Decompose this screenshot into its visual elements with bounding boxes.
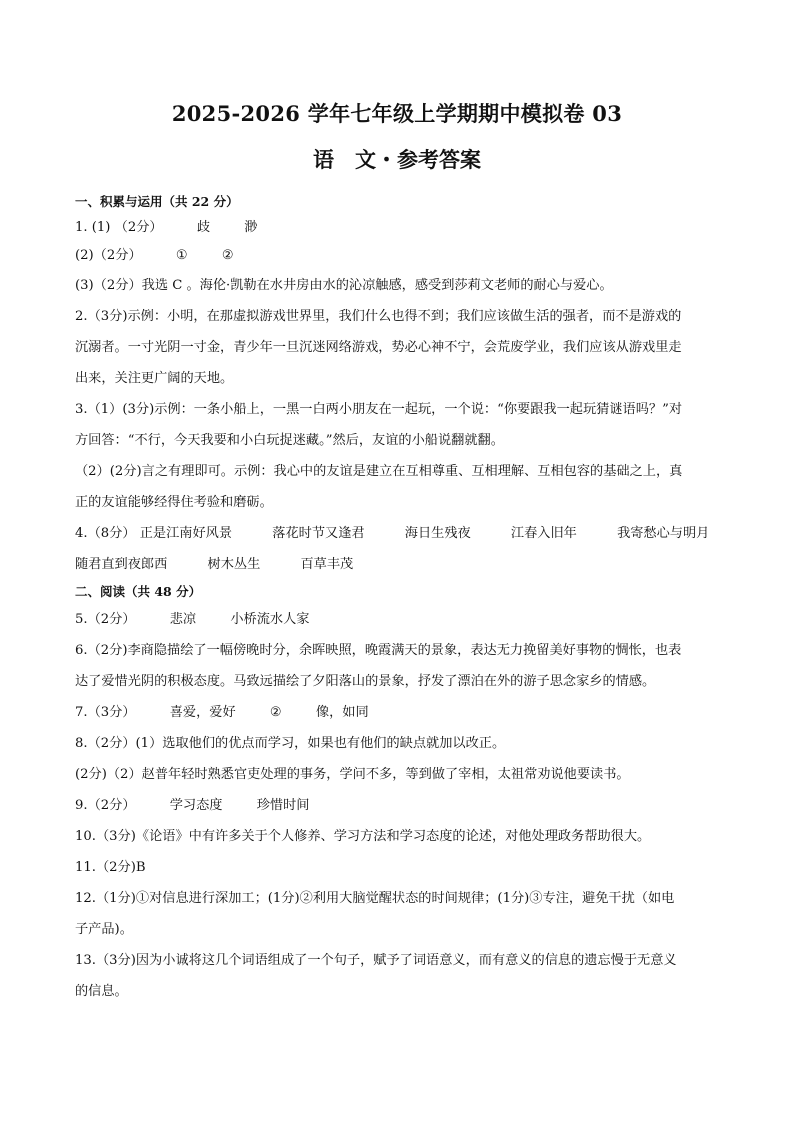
q4-answer-8: 百草丰茂 xyxy=(300,557,354,572)
q3-line-4: 正的友谊能够经得住考验和磨砺。 xyxy=(75,495,273,510)
q5 xyxy=(75,604,725,635)
q3-line-3: （2）(2分)言之有理即可。示例：我心中的友谊是建立在互相尊重、互相理解、互相包容的基础之上，真 xyxy=(75,464,683,479)
q7-answer-b: ② xyxy=(269,705,282,720)
q9 xyxy=(75,790,725,821)
q5-answer-b: 小桥流水人家 xyxy=(230,612,310,627)
section-heading-accumulation: 一、积累与运用（共 22 分） xyxy=(75,194,239,209)
q4-answer-5: 我寄愁心与明月 xyxy=(617,526,710,541)
q11: 11.（2分)B xyxy=(75,860,146,875)
q12-line-1: 12.（1分)①对信息进行深加工；(1分)②利用大脑觉醒状态的时间规律；(1分)③专注，避免干扰（如电 xyxy=(75,891,675,906)
q9-answer-a: 学习态度 xyxy=(169,798,223,813)
q1-part1-answer-a: 歧 xyxy=(196,220,210,235)
document-subtitle: 语 文・参考答案 xyxy=(313,147,481,172)
q1-part3: (3)（2分）我选 C 。海伦·凯勒在水井房由水的沁凉触感，感受到莎莉文老师的耐心与爱心。 xyxy=(75,278,613,293)
q4-answer-4: 江春入旧年 xyxy=(510,526,577,541)
q5-label: 5.（2分） xyxy=(75,612,136,627)
q6-line-1: 6.（2分)李商隐描绘了一幅傍晚时分，余晖映照，晚霞满天的景象，表达无力挽留美好事物的惆怅，也表 xyxy=(75,643,682,658)
q5-answer-a: 悲凉 xyxy=(169,612,197,627)
q1-part2-answer-a: ① xyxy=(175,248,188,263)
q7-answer-c: 像，如同 xyxy=(315,705,369,720)
q2-line-1: 2.（3分)示例：小明，在那虚拟游戏世界里，我们什么也得不到；我们应该做生活的强者，而不是游戏的 xyxy=(75,309,682,324)
q9-answer-b: 珍惜时间 xyxy=(256,798,310,813)
q1-part1-label: 1. (1) （2分） xyxy=(75,220,163,235)
q4-line-2 xyxy=(75,549,725,580)
q13-line-1: 13.（3分)因为小诚将这几个词语组成了一个句子，赋予了词语意义，而有意义的信息的遗忘慢于无意义 xyxy=(75,953,677,968)
q3-line-1: 3.（1）(3分)示例：一条小船上，一黑一白两小朋友在一起玩，一个说：“你要跟我一起玩猜谜语吗？”对 xyxy=(75,402,683,417)
q4-answer-2: 落花时节又逢君 xyxy=(272,526,365,541)
q8-line-2: (2分)（2）赵普年轻时熟悉官吏处理的事务，学问不多，等到做了宰相，太祖常劝说他要读书。 xyxy=(75,767,630,782)
q12-line-2: 子产品)。 xyxy=(75,922,133,937)
q6-line-2: 达了爱惜光阴的积极态度。马致远描绘了夕阳落山的景象，抒发了漂泊在外的游子思念家乡的情感。 xyxy=(75,674,656,689)
q13-line-2: 的信息。 xyxy=(75,984,128,999)
document-title: 2025-2026 学年七年级上学期期中模拟卷 03 xyxy=(171,101,623,126)
q1-part2 xyxy=(75,242,725,270)
q2-line-2: 沉溺者。一寸光阴一寸金，青少年一旦沉迷网络游戏，势必心神不宁，会荒废学业，我们应该从游戏里走 xyxy=(75,340,682,355)
q4-line-1 xyxy=(75,518,725,549)
q3-line-2: 方回答：“不行，今天我要和小白玩捉迷藏。”然后，友谊的小船说翻就翻。 xyxy=(75,433,504,448)
answer-content xyxy=(75,190,725,1007)
q7-answer-a: 喜爱，爱好 xyxy=(169,705,236,720)
q2-line-3: 出来，关注更广阔的天地。 xyxy=(75,371,234,386)
q7-label: 7.（3分） xyxy=(75,705,136,720)
q1-part2-answer-b: ② xyxy=(221,248,234,263)
q9-label: 9.（2分） xyxy=(75,798,136,813)
q8-line-1: 8.（2分）(1）选取他们的优点而学习，如果也有他们的缺点就加以改正。 xyxy=(75,736,506,751)
section-heading-reading: 二、阅读（共 48 分） xyxy=(75,584,202,599)
q4-answer-1: 正是江南好风景 xyxy=(139,526,233,541)
q1-part1 xyxy=(75,214,725,242)
q4-answer-7: 树木丛生 xyxy=(207,557,261,572)
q10: 10.（3分)《论语》中有许多关于个人修养、学习方法和学习态度的论述，对他处理政务帮助很大。 xyxy=(75,829,651,844)
q1-part2-label: (2)（2分） xyxy=(75,248,142,263)
q4-label: 4.（8分） xyxy=(75,526,136,541)
q4-answer-3: 海日生残夜 xyxy=(404,526,471,541)
q4-answer-6: 随君直到夜郎西 xyxy=(75,557,168,572)
q7 xyxy=(75,697,725,728)
q1-part1-answer-b: 渺 xyxy=(244,220,258,235)
